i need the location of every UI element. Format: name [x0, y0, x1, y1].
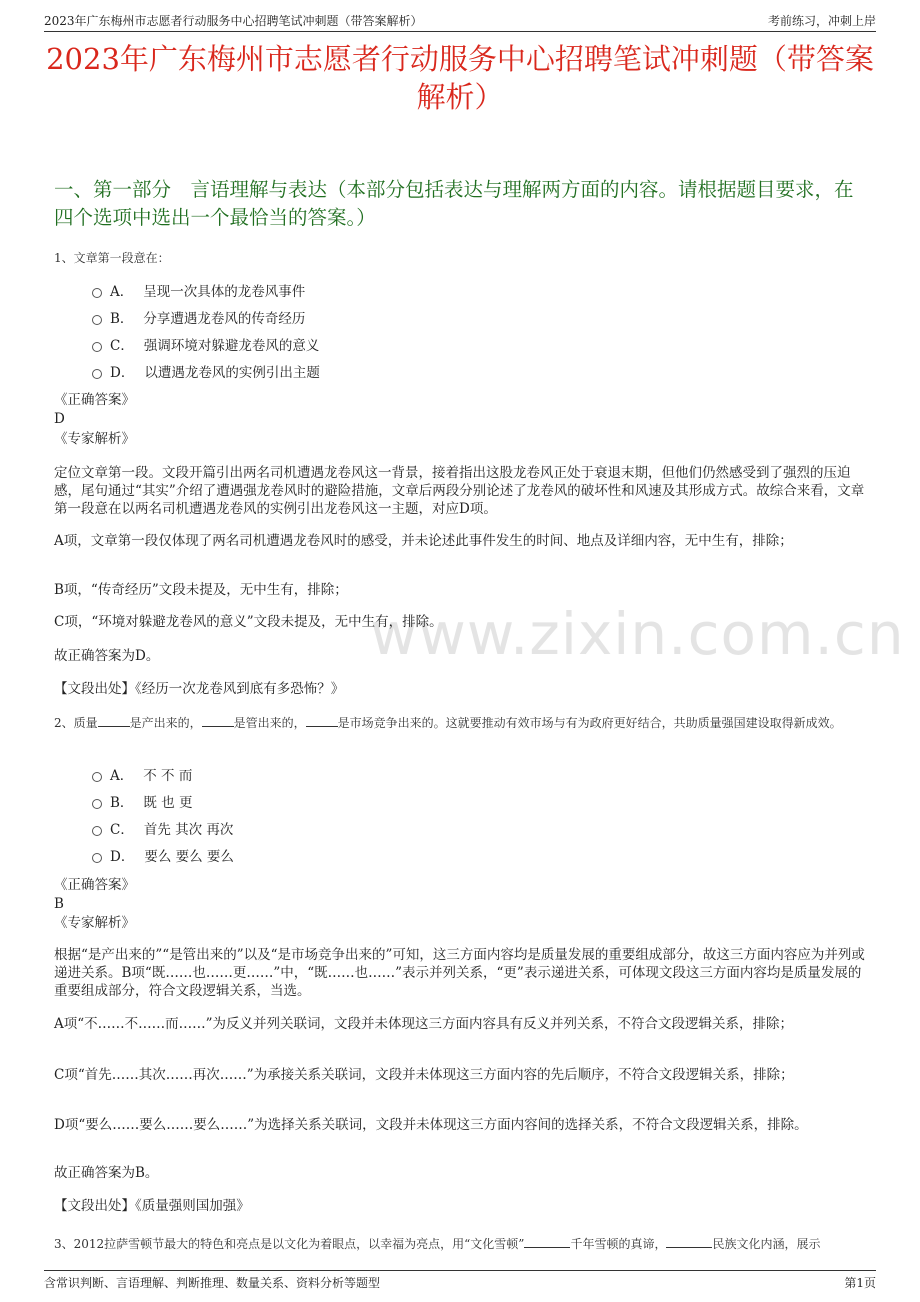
footer-left: 含常识判断、言语理解、判断推理、数量关系、资料分析等题型: [44, 1276, 381, 1290]
q1-stem: 1、文章第一段意在：: [54, 251, 170, 265]
fill-blank: [306, 713, 338, 727]
fill-blank: [666, 1234, 712, 1248]
q1-option-a[interactable]: A． 呈现一次具体的龙卷风事件: [92, 283, 305, 301]
fill-blank: [202, 713, 234, 727]
radio-icon[interactable]: [92, 315, 102, 325]
q2-source: 【文段出处】《质量强则国加强》: [54, 1198, 250, 1214]
radio-icon[interactable]: [92, 772, 102, 782]
q1-analysis-b: B项，“传奇经历”文段未提及，无中生有，排除；: [54, 582, 348, 598]
q2-answer: B: [54, 896, 64, 912]
q1-option-b[interactable]: B． 分享遭遇龙卷风的传奇经历: [92, 310, 305, 328]
q1-option-c[interactable]: C． 强调环境对躲避龙卷风的意义: [92, 337, 319, 355]
q1-correct-label: 《正确答案》: [54, 392, 135, 408]
header-left: 2023年广东梅州市志愿者行动服务中心招聘笔试冲刺题（带答案解析）: [44, 14, 423, 28]
header-divider: [44, 31, 876, 32]
q1-answer: D: [54, 411, 65, 427]
section-heading: 一、第一部分 言语理解与表达（本部分包括表达与理解两方面的内容。请根据题目要求，在四个选项中选出一个最恰当的答案。）: [54, 178, 854, 229]
fill-blank: [98, 713, 130, 727]
q3-stem: 3、2012拉萨雪顿节最大的特色和亮点是以文化为着眼点，以幸福为亮点，用“文化雪顿” 千年雪顿的真谛， 民族文化内涵，展示: [54, 1234, 868, 1254]
q2-conclusion: 故正确答案为B。: [54, 1165, 159, 1181]
radio-icon[interactable]: [92, 853, 102, 863]
q1-conclusion: 故正确答案为D。: [54, 648, 160, 664]
watermark: www.zixin.com.cn: [370, 600, 905, 668]
footer-divider: [44, 1270, 876, 1271]
q1-expert-label: 《专家解析》: [54, 431, 135, 447]
radio-icon[interactable]: [92, 342, 102, 352]
header-right: 考前练习，冲刺上岸: [767, 14, 876, 28]
q1-analysis-a: A项，文章第一段仅体现了两名司机遭遇龙卷风时的感受，并未论述此事件发生的时间、地点及详细内容，无中生有，排除；: [54, 533, 793, 549]
page-title: 2023年广东梅州市志愿者行动服务中心招聘笔试冲刺题（带答案解析）: [46, 42, 874, 114]
q2-analysis-c: C项“首先……其次……再次……”为承接关系关联词，文段并未体现这三方面内容的先后顺序，不符合文段逻辑关系，排除；: [54, 1067, 794, 1083]
q1-source: 【文段出处】《经历一次龙卷风到底有多恐怖？》: [54, 681, 345, 697]
radio-icon[interactable]: [92, 826, 102, 836]
q2-expert-label: 《专家解析》: [54, 915, 135, 931]
q2-option-a[interactable]: A． 不 不 而: [92, 767, 192, 785]
radio-icon[interactable]: [92, 369, 102, 379]
q1-analysis-c: C项，“环境对躲避龙卷风的意义”文段未提及，无中生有，排除。: [54, 614, 443, 630]
fill-blank: [524, 1234, 570, 1248]
q1-analysis-main: 定位文章第一段。文段开篇引出两名司机遭遇龙卷风这一背景，接着指出这股龙卷风正处于衰退末期，但他们仍然感受到了强烈的压迫感，尾句通过“其实”介绍了遭遇强龙卷风时的避险措施，文章后两段分别论述了龙卷风的破坏性和风速及其形成方式。故综合来看，文章第一段意在以两名司机遭遇龙卷风的实例引出龙卷风这一主题，对应D项。: [54, 465, 865, 517]
q2-analysis-a: A项“不……不……而……”为反义并列关联词，文段并未体现这三方面内容具有反义并列关系，不符合文段逻辑关系，排除；: [54, 1016, 794, 1032]
q2-option-b[interactable]: B． 既 也 更: [92, 794, 193, 812]
q2-option-c[interactable]: C． 首先 其次 再次: [92, 821, 233, 839]
radio-icon[interactable]: [92, 799, 102, 809]
q2-analysis-main: 根据“是产出来的”“是管出来的”以及“是市场竞争出来的”可知，这三方面内容均是质量发展的重要组成部分，故这三方面内容应为并列或递进关系。B项“既……也……更……”中，“既……也……”表示并列关系，“更”表示递进关系，可体现文段这三方面内容均是质量发展的重要组成部分，符合文段逻辑关系，当选。: [54, 947, 865, 999]
q1-option-d[interactable]: D． 以遭遇龙卷风的实例引出主题: [92, 364, 320, 382]
q2-correct-label: 《正确答案》: [54, 877, 135, 893]
page-number: 第1页: [844, 1276, 876, 1290]
q2-stem: 2、质量 是产出来的， 是管出来的， 是市场竞争出来的。这就要推动有效市场与有为政府更好结合，共助质量强国建设取得新成效。: [54, 713, 868, 733]
q2-analysis-d: D项“要么……要么……要么……”为选择关系关联词，文段并未体现这三方面内容间的选择关系，不符合文段逻辑关系，排除。: [54, 1117, 808, 1133]
q2-option-d[interactable]: D． 要么 要么 要么: [92, 848, 234, 866]
radio-icon[interactable]: [92, 288, 102, 298]
